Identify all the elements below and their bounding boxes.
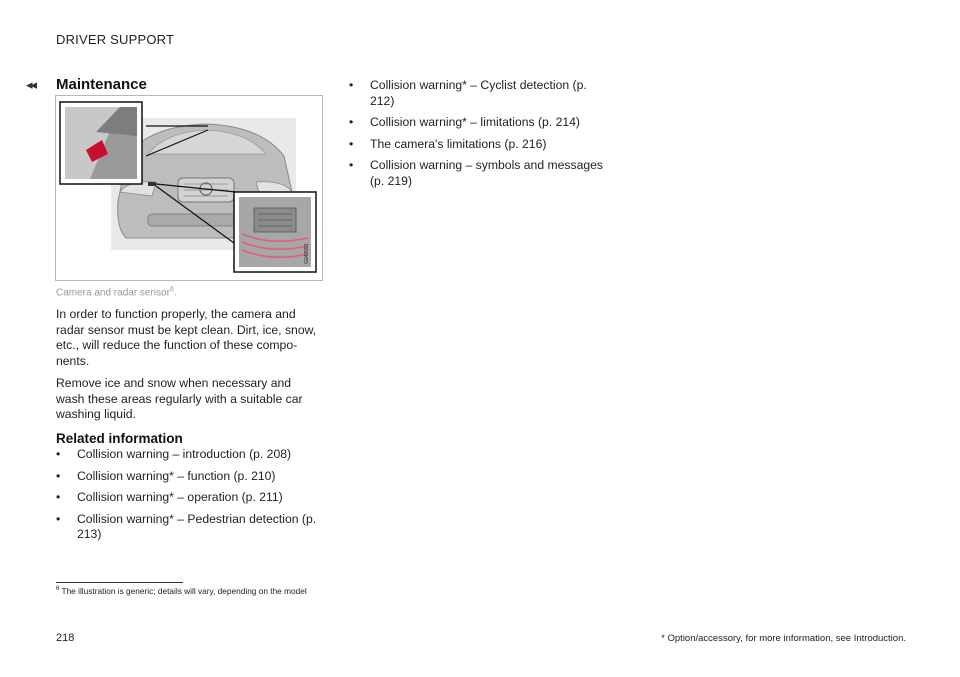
footnote (56, 586, 307, 596)
option-accessory-note: * Option/accessory, for more information, see Introduction. (661, 633, 906, 644)
related-information-heading: Related information (56, 431, 183, 446)
bullet-icon: • (56, 447, 61, 461)
figure-code: G040591 (304, 243, 310, 264)
caption-text: Camera and radar sensor (56, 287, 170, 299)
footnote-text: The illustration is generic; details will vary, depending on the model (61, 586, 307, 596)
related-link[interactable]: • Collision warning – introduction (p. 208) (56, 447, 292, 461)
page-title: Maintenance (56, 76, 147, 93)
running-header: DRIVER SUPPORT (56, 32, 175, 47)
related-link[interactable]: • Collision warning* – operation (p. 211) (56, 490, 283, 504)
body-paragraph: In order to function properly, the camera and radar sensor must be kept clean. Dirt, ice, snow, etc., will reduce the function of these components. (56, 307, 317, 368)
caption-footnote-ref[interactable]: 6 (169, 286, 174, 293)
bullet-icon: • (56, 468, 61, 483)
bullet-icon: • (349, 115, 354, 129)
camera-radar-illustration (55, 95, 323, 281)
bullet-icon: • (56, 490, 61, 504)
bullet-icon: • (56, 511, 61, 526)
bullet-icon: • (349, 158, 354, 172)
footnote-number: 6 (56, 586, 60, 593)
related-link[interactable]: • The camera's limitations (p. 216) (349, 136, 547, 151)
related-link[interactable]: • Collision warning* – function (p. 210) (56, 468, 276, 483)
figure-caption (56, 286, 177, 298)
bullet-icon: • (349, 136, 354, 151)
related-links-right (349, 78, 611, 195)
car-front-illustration (56, 96, 322, 280)
related-link[interactable]: • Collision warning* – Cyclist detection (p. 212) (349, 78, 587, 108)
related-link[interactable]: • Collision warning* – Pedestrian detection (p. 213) (56, 511, 317, 541)
page-number: 218 (56, 632, 75, 644)
back-arrows-icon[interactable]: ◂◂ (26, 77, 36, 92)
related-link[interactable]: • Collision warning* – limitations (p. 214) (349, 115, 580, 129)
bullet-icon: • (349, 78, 354, 92)
related-link[interactable]: • Collision warning – symbols and messages (p. 219) (349, 158, 604, 188)
caption-end: . (173, 287, 177, 299)
body-paragraph: Remove ice and snow when necessary and wash these areas regularly with a suitable car washing liquid. (56, 376, 303, 421)
footnote-divider (56, 582, 183, 583)
related-links-left (56, 447, 318, 549)
